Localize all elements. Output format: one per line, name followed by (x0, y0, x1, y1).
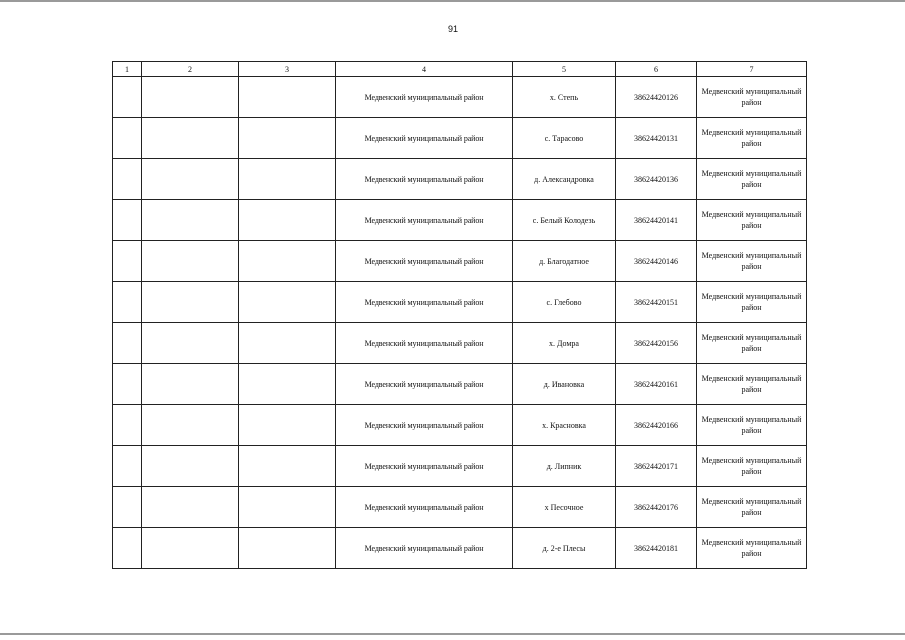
cell-col3 (239, 446, 336, 487)
cell-code: 38624420176 (616, 487, 697, 528)
page-number: 91 (447, 24, 458, 34)
table-row (113, 241, 807, 282)
cell-municipality: Медвенский муниципальный район (697, 405, 807, 446)
cell-col3 (239, 118, 336, 159)
cell-col3 (239, 323, 336, 364)
cell-col1 (113, 282, 142, 323)
cell-col1 (113, 200, 142, 241)
column-number-row (113, 62, 807, 77)
table-body (113, 77, 807, 569)
cell-settlement: д. Ивановка (513, 364, 616, 405)
cell-col1 (113, 446, 142, 487)
column-number: 6 (616, 62, 697, 77)
cell-code: 38624420146 (616, 241, 697, 282)
cell-settlement: х. Степь (513, 77, 616, 118)
cell-col1 (113, 405, 142, 446)
cell-code: 38624420141 (616, 200, 697, 241)
cell-col1 (113, 77, 142, 118)
cell-col1 (113, 241, 142, 282)
cell-municipality: Медвенский муниципальный район (697, 282, 807, 323)
cell-district: Медвенский муниципальный район (336, 77, 513, 118)
cell-col3 (239, 487, 336, 528)
cell-settlement: х. Домра (513, 323, 616, 364)
cell-district: Медвенский муниципальный район (336, 364, 513, 405)
cell-col1 (113, 159, 142, 200)
cell-col2 (142, 487, 239, 528)
cell-district: Медвенский муниципальный район (336, 159, 513, 200)
table-row (113, 528, 807, 569)
cell-district: Медвенский муниципальный район (336, 528, 513, 569)
table-row (113, 282, 807, 323)
cell-district: Медвенский муниципальный район (336, 487, 513, 528)
cell-settlement: д. Липник (513, 446, 616, 487)
cell-col1 (113, 118, 142, 159)
cell-col3 (239, 405, 336, 446)
table-row (113, 446, 807, 487)
cell-col1 (113, 323, 142, 364)
cell-col1 (113, 364, 142, 405)
cell-col3 (239, 77, 336, 118)
cell-district: Медвенский муниципальный район (336, 323, 513, 364)
cell-municipality: Медвенский муниципальный район (697, 487, 807, 528)
cell-municipality: Медвенский муниципальный район (697, 446, 807, 487)
table-row (113, 323, 807, 364)
cell-col2 (142, 77, 239, 118)
cell-code: 38624420156 (616, 323, 697, 364)
cell-code: 38624420136 (616, 159, 697, 200)
cell-code: 38624420126 (616, 77, 697, 118)
cell-district: Медвенский муниципальный район (336, 405, 513, 446)
cell-settlement: д. Благодатное (513, 241, 616, 282)
cell-settlement: с. Белый Колодезь (513, 200, 616, 241)
cell-col3 (239, 241, 336, 282)
cell-municipality: Медвенский муниципальный район (697, 323, 807, 364)
cell-col3 (239, 200, 336, 241)
cell-settlement: х. Красновка (513, 405, 616, 446)
cell-settlement: с. Тарасово (513, 118, 616, 159)
cell-code: 38624420181 (616, 528, 697, 569)
cell-settlement: х Песочное (513, 487, 616, 528)
cell-col2 (142, 405, 239, 446)
settlement-table (112, 61, 807, 569)
cell-municipality: Медвенский муниципальный район (697, 200, 807, 241)
cell-district: Медвенский муниципальный район (336, 446, 513, 487)
table-row (113, 487, 807, 528)
cell-col2 (142, 200, 239, 241)
cell-col3 (239, 159, 336, 200)
cell-col2 (142, 528, 239, 569)
cell-col1 (113, 528, 142, 569)
table-row (113, 405, 807, 446)
cell-col3 (239, 364, 336, 405)
cell-col2 (142, 446, 239, 487)
table-row (113, 159, 807, 200)
table-row (113, 200, 807, 241)
column-number: 4 (336, 62, 513, 77)
cell-code: 38624420151 (616, 282, 697, 323)
cell-municipality: Медвенский муниципальный район (697, 528, 807, 569)
cell-col3 (239, 282, 336, 323)
cell-district: Медвенский муниципальный район (336, 282, 513, 323)
cell-col3 (239, 528, 336, 569)
cell-district: Медвенский муниципальный район (336, 241, 513, 282)
scan-bottom-edge (0, 633, 905, 635)
scan-top-edge (0, 0, 905, 2)
cell-col2 (142, 364, 239, 405)
cell-col2 (142, 323, 239, 364)
cell-code: 38624420166 (616, 405, 697, 446)
cell-municipality: Медвенский муниципальный район (697, 364, 807, 405)
column-number: 1 (113, 62, 142, 77)
cell-settlement: д. 2-е Плесы (513, 528, 616, 569)
column-number: 2 (142, 62, 239, 77)
column-number: 7 (697, 62, 807, 77)
cell-code: 38624420161 (616, 364, 697, 405)
cell-settlement: д. Александровка (513, 159, 616, 200)
cell-col2 (142, 282, 239, 323)
cell-code: 38624420131 (616, 118, 697, 159)
table-row (113, 77, 807, 118)
cell-municipality: Медвенский муниципальный район (697, 241, 807, 282)
cell-col2 (142, 118, 239, 159)
cell-code: 38624420171 (616, 446, 697, 487)
cell-district: Медвенский муниципальный район (336, 118, 513, 159)
cell-municipality: Медвенский муниципальный район (697, 77, 807, 118)
cell-district: Медвенский муниципальный район (336, 200, 513, 241)
cell-col1 (113, 487, 142, 528)
column-number: 5 (513, 62, 616, 77)
cell-col2 (142, 241, 239, 282)
table-row (113, 364, 807, 405)
column-number: 3 (239, 62, 336, 77)
table-row (113, 118, 807, 159)
cell-municipality: Медвенский муниципальный район (697, 118, 807, 159)
cell-municipality: Медвенский муниципальный район (697, 159, 807, 200)
cell-settlement: с. Глебово (513, 282, 616, 323)
cell-col2 (142, 159, 239, 200)
